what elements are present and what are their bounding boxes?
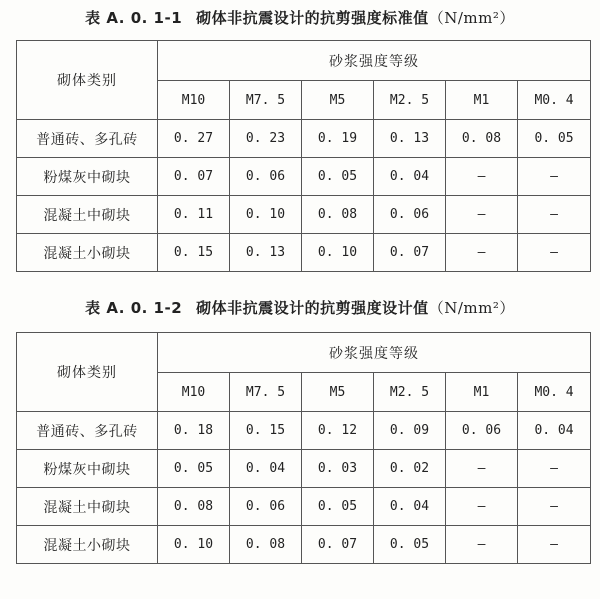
row-category: 混凝土小砌块 bbox=[17, 526, 158, 564]
mortar-grade-header: 砂浆强度等级 bbox=[158, 333, 591, 373]
category-header: 砌体类别 bbox=[17, 41, 158, 120]
value-cell: 0. 12 bbox=[302, 412, 374, 450]
value-cell: 0. 09 bbox=[374, 412, 446, 450]
value-cell: 0. 05 bbox=[158, 450, 230, 488]
table-row bbox=[17, 234, 591, 272]
table-caption bbox=[0, 8, 600, 28]
value-cell: 0. 08 bbox=[230, 526, 302, 564]
value-cell: 0. 05 bbox=[302, 158, 374, 196]
shear-strength-standard-table bbox=[16, 40, 591, 272]
row-category: 粉煤灰中砌块 bbox=[17, 158, 158, 196]
value-cell: 0. 15 bbox=[158, 234, 230, 272]
grade-header-cell: M0. 4 bbox=[518, 81, 591, 120]
value-cell: 0. 06 bbox=[446, 412, 518, 450]
value-cell: 0. 15 bbox=[230, 412, 302, 450]
value-cell: 0. 08 bbox=[446, 120, 518, 158]
table-title: 砌体非抗震设计的抗剪强度设计值 bbox=[196, 299, 429, 317]
mortar-grade-header: 砂浆强度等级 bbox=[158, 41, 591, 81]
shear-strength-design-table bbox=[16, 332, 591, 564]
value-cell: — bbox=[518, 526, 591, 564]
value-cell: 0. 05 bbox=[302, 488, 374, 526]
value-cell: 0. 04 bbox=[374, 488, 446, 526]
row-category: 混凝土中砌块 bbox=[17, 488, 158, 526]
value-cell: 0. 18 bbox=[158, 412, 230, 450]
value-cell: 0. 07 bbox=[374, 234, 446, 272]
value-cell: 0. 07 bbox=[158, 158, 230, 196]
table-caption bbox=[0, 298, 600, 318]
table-row bbox=[17, 412, 591, 450]
table-number: 表 A. 0. 1-1 bbox=[85, 9, 183, 27]
grade-header-cell: M1 bbox=[446, 373, 518, 412]
value-cell: — bbox=[518, 450, 591, 488]
row-category: 普通砖、多孔砖 bbox=[17, 120, 158, 158]
value-cell: 0. 13 bbox=[230, 234, 302, 272]
grade-header-cell: M0. 4 bbox=[518, 373, 591, 412]
table-row bbox=[17, 526, 591, 564]
table-row bbox=[17, 158, 591, 196]
value-cell: 0. 23 bbox=[230, 120, 302, 158]
table-number: 表 A. 0. 1-2 bbox=[85, 299, 183, 317]
value-cell: — bbox=[446, 526, 518, 564]
value-cell: — bbox=[518, 234, 591, 272]
value-cell: 0. 04 bbox=[374, 158, 446, 196]
value-cell: 0. 06 bbox=[374, 196, 446, 234]
value-cell: 0. 08 bbox=[158, 488, 230, 526]
value-cell: 0. 04 bbox=[518, 412, 591, 450]
value-cell: 0. 10 bbox=[230, 196, 302, 234]
value-cell: 0. 02 bbox=[374, 450, 446, 488]
category-header: 砌体类别 bbox=[17, 333, 158, 412]
grade-header-cell: M5 bbox=[302, 81, 374, 120]
value-cell: 0. 08 bbox=[302, 196, 374, 234]
value-cell: — bbox=[518, 158, 591, 196]
row-category: 混凝土中砌块 bbox=[17, 196, 158, 234]
value-cell: — bbox=[446, 234, 518, 272]
grade-header-cell: M10 bbox=[158, 373, 230, 412]
value-cell: 0. 06 bbox=[230, 158, 302, 196]
table-row bbox=[17, 450, 591, 488]
grade-header-cell: M10 bbox=[158, 81, 230, 120]
value-cell: — bbox=[518, 196, 591, 234]
value-cell: — bbox=[446, 158, 518, 196]
value-cell: 0. 05 bbox=[518, 120, 591, 158]
value-cell: 0. 05 bbox=[374, 526, 446, 564]
value-cell: 0. 13 bbox=[374, 120, 446, 158]
value-cell: — bbox=[446, 488, 518, 526]
grade-header-cell: M5 bbox=[302, 373, 374, 412]
value-cell: 0. 19 bbox=[302, 120, 374, 158]
grade-header-cell: M7. 5 bbox=[230, 373, 302, 412]
value-cell: — bbox=[446, 450, 518, 488]
grade-header-cell: M2. 5 bbox=[374, 81, 446, 120]
grade-header-cell: M1 bbox=[446, 81, 518, 120]
table-unit: （N/mm²） bbox=[428, 9, 515, 27]
table-unit: （N/mm²） bbox=[428, 299, 515, 317]
value-cell: 0. 07 bbox=[302, 526, 374, 564]
value-cell: 0. 06 bbox=[230, 488, 302, 526]
value-cell: 0. 10 bbox=[302, 234, 374, 272]
value-cell: 0. 27 bbox=[158, 120, 230, 158]
table-row bbox=[17, 488, 591, 526]
value-cell: 0. 11 bbox=[158, 196, 230, 234]
row-category: 普通砖、多孔砖 bbox=[17, 412, 158, 450]
value-cell: 0. 03 bbox=[302, 450, 374, 488]
value-cell: — bbox=[518, 488, 591, 526]
table-row bbox=[17, 196, 591, 234]
grade-header-cell: M7. 5 bbox=[230, 81, 302, 120]
row-category: 混凝土小砌块 bbox=[17, 234, 158, 272]
value-cell: 0. 04 bbox=[230, 450, 302, 488]
table-row bbox=[17, 120, 591, 158]
value-cell: 0. 10 bbox=[158, 526, 230, 564]
grade-header-cell: M2. 5 bbox=[374, 373, 446, 412]
table-title: 砌体非抗震设计的抗剪强度标准值 bbox=[196, 9, 429, 27]
value-cell: — bbox=[446, 196, 518, 234]
row-category: 粉煤灰中砌块 bbox=[17, 450, 158, 488]
